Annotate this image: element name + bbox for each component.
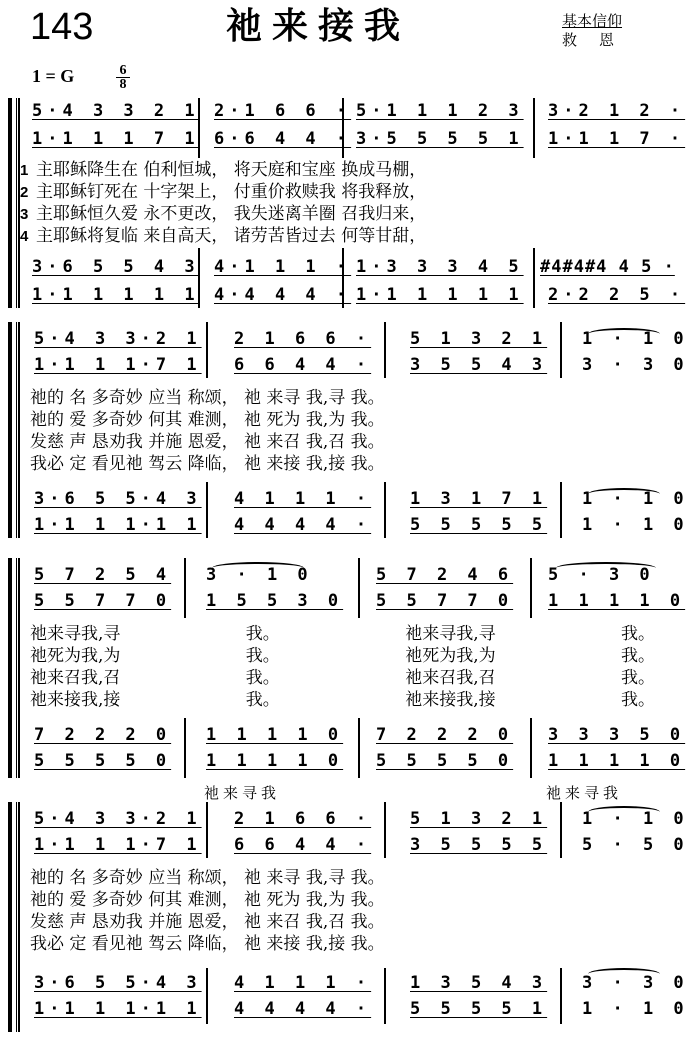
alto-staff (0, 356, 700, 386)
measure: 1·3 3 3 4 5 (356, 257, 524, 277)
measure: 4·4 4 4 · (214, 285, 352, 305)
chorus-line: 祂的 爱 多奇妙 何其 难测， 祂 死为 我,为 我。 (30, 410, 385, 430)
cue-lyric: 祂来寻我 (204, 784, 281, 802)
measure: 5 5 7 7 0 (34, 591, 172, 611)
verse-number: 4 (20, 228, 29, 245)
measure: 1·1 1 1 1 1 (356, 285, 524, 305)
measure: 5·4 3 3·2 1 (34, 329, 202, 349)
measure: 5·4 3 3·2 1 (34, 809, 202, 829)
measure: 6 6 4 4 · (234, 355, 372, 375)
bass-staff (0, 1000, 700, 1030)
measure: 2 1 6 6 · (234, 329, 372, 349)
alto-staff (0, 130, 700, 160)
measure: 1·1 1 1 1 1 (32, 285, 200, 305)
chorus-line: 发慈 声 恳劝我 并施 恩爱， 祂 来召 我,召 我。 (30, 432, 385, 452)
bass-staff (0, 752, 700, 782)
hymn-number: 143 (30, 6, 94, 48)
measure: 3 5 5 5 5 (410, 835, 548, 855)
measure: 1 1 1 1 0 (548, 751, 686, 771)
measure: 3 3 3 5 0 (548, 725, 686, 745)
measure: 2·1 6 6 · (214, 101, 352, 121)
key-signature: 1 = G (32, 66, 75, 86)
measure: 1·1 1 1·1 1 (34, 515, 202, 535)
measure: 5 5 5 5 0 (34, 751, 172, 771)
category-top: 基本信仰 (562, 12, 623, 30)
system-1 (0, 98, 700, 308)
system-3 (0, 558, 700, 802)
measure: 5 7 2 5 4 (34, 565, 172, 585)
measure: 5 5 7 7 0 (376, 591, 514, 611)
time-signature (116, 64, 130, 91)
measure: 5 7 2 4 6 (376, 565, 514, 585)
measure: 1·1 1 7 · (548, 129, 686, 149)
measure: 4 1 1 1 · (234, 973, 372, 993)
chorus-line: 祂来接我,接 我。 祂来接我,接 我。 (30, 690, 656, 710)
chorus-line: 祂来召我,召 我。 祂来召我,召 我。 (30, 668, 656, 688)
measure: 2 1 6 6 · (234, 809, 372, 829)
bass-staff (0, 516, 700, 546)
verse-line: 主耶稣恒久爱 永不更改， 我失迷离羊圈 召我归来， (36, 204, 427, 224)
measure: 1 · 1 0 (582, 489, 689, 509)
system-2 (0, 322, 700, 538)
measure: 1·1 1 1·7 1 (34, 355, 202, 375)
verse-number: 1 (20, 162, 29, 179)
verse-line: 主耶稣降生在 伯利恒城， 将天庭和宝座 换成马棚， (36, 160, 427, 180)
measure: 3 · 3 0 (582, 973, 689, 993)
measure: 1·1 1 1·1 1 (34, 999, 202, 1019)
measure: #4#4#4 4 5 · (540, 257, 675, 277)
verse-number: 3 (20, 206, 29, 223)
measure: 1·1 1 1·7 1 (34, 835, 202, 855)
chorus-line: 我必 定 看见祂 驾云 降临， 祂 来接 我,接 我。 (30, 934, 385, 954)
measure: 5 1 3 2 1 (410, 329, 548, 349)
measure: 1 · 1 0 (582, 809, 689, 829)
time-numerator: 6 (116, 64, 130, 78)
time-denominator: 8 (119, 77, 127, 92)
verse-line: 主耶稣钉死在 十字架上， 付重价救赎我 将我释放， (36, 182, 427, 202)
measure: 4·1 1 1 · (214, 257, 352, 277)
measure: 1 1 1 1 0 (206, 751, 344, 771)
category-bottom: 救恩 (562, 31, 637, 49)
verse-line: 主耶稣将复临 来自高天， 诸劳苦皆过去 何等甘甜， (36, 226, 427, 246)
measure: 1 3 1 7 1 (410, 489, 548, 509)
measure: 3 · 1 0 (206, 565, 313, 585)
measure: 5 5 5 5 5 (410, 515, 548, 535)
measure: 5 1 3 2 1 (410, 809, 548, 829)
measure: 1·1 1 1 7 1 (32, 129, 200, 149)
measure: 2·2 2 5 · (548, 285, 686, 305)
hymn-title: 祂来接我 (226, 5, 411, 47)
measure: 5·1 1 1 2 3 (356, 101, 524, 121)
measure: 7 2 2 2 0 (34, 725, 172, 745)
measure: 3·6 5 5·4 3 (34, 489, 202, 509)
measure: 3 5 5 4 3 (410, 355, 548, 375)
tenor-staff (0, 258, 700, 288)
chorus-line: 祂的 名 多奇妙 应当 称颂， 祂 来寻 我,寻 我。 (30, 868, 385, 888)
alto-staff (0, 592, 700, 622)
measure: 6 6 4 4 · (234, 835, 372, 855)
measure: 5 5 5 5 0 (376, 751, 514, 771)
measure: 5 · 3 0 (548, 565, 655, 585)
measure: 1 · 1 0 (582, 999, 689, 1019)
measure: 3·5 5 5 5 1 (356, 129, 524, 149)
measure: 3·6 5 5·4 3 (34, 973, 202, 993)
measure: 5·4 3 3 2 1 (32, 101, 200, 121)
chorus-line: 祂来寻我,寻 我。 祂来寻我,寻 我。 (30, 624, 656, 644)
measure: 1 5 5 3 0 (206, 591, 344, 611)
measure: 3 · 3 0 (582, 355, 689, 375)
measure: 1 · 1 0 (582, 329, 689, 349)
measure: 4 4 4 4 · (234, 515, 372, 535)
chorus-line: 祂的 爱 多奇妙 何其 难测， 祂 死为 我,为 我。 (30, 890, 385, 910)
bass-staff (0, 286, 700, 316)
soprano-staff (0, 102, 700, 132)
verse-number: 2 (20, 184, 29, 201)
system-4 (0, 802, 700, 1032)
measure: 1 1 1 1 0 (548, 591, 686, 611)
chorus-line: 发慈 声 恳劝我 并施 恩爱， 祂 来召 我,召 我。 (30, 912, 385, 932)
measure: 6·6 4 4 · (214, 129, 352, 149)
measure: 5 5 5 5 1 (410, 999, 548, 1019)
measure: 7 2 2 2 0 (376, 725, 514, 745)
measure: 1 · 1 0 (582, 515, 689, 535)
measure: 3·6 5 5 4 3 (32, 257, 200, 277)
measure: 1 3 5 4 3 (410, 973, 548, 993)
hymn-category (562, 12, 636, 50)
measure: 4 1 1 1 · (234, 489, 372, 509)
chorus-line: 祂的 名 多奇妙 应当 称颂， 祂 来寻 我,寻 我。 (30, 388, 385, 408)
chorus-line: 我必 定 看见祂 驾云 降临， 祂 来接 我,接 我。 (30, 454, 385, 474)
measure: 4 4 4 4 · (234, 999, 372, 1019)
chorus-line: 祂死为我,为 我。 祂死为我,为 我。 (30, 646, 656, 666)
measure: 5 · 5 0 (582, 835, 689, 855)
measure: 3·2 1 2 · (548, 101, 686, 121)
cue-lyric: 祂来寻我 (546, 784, 623, 802)
alto-staff (0, 836, 700, 866)
measure: 1 1 1 1 0 (206, 725, 344, 745)
